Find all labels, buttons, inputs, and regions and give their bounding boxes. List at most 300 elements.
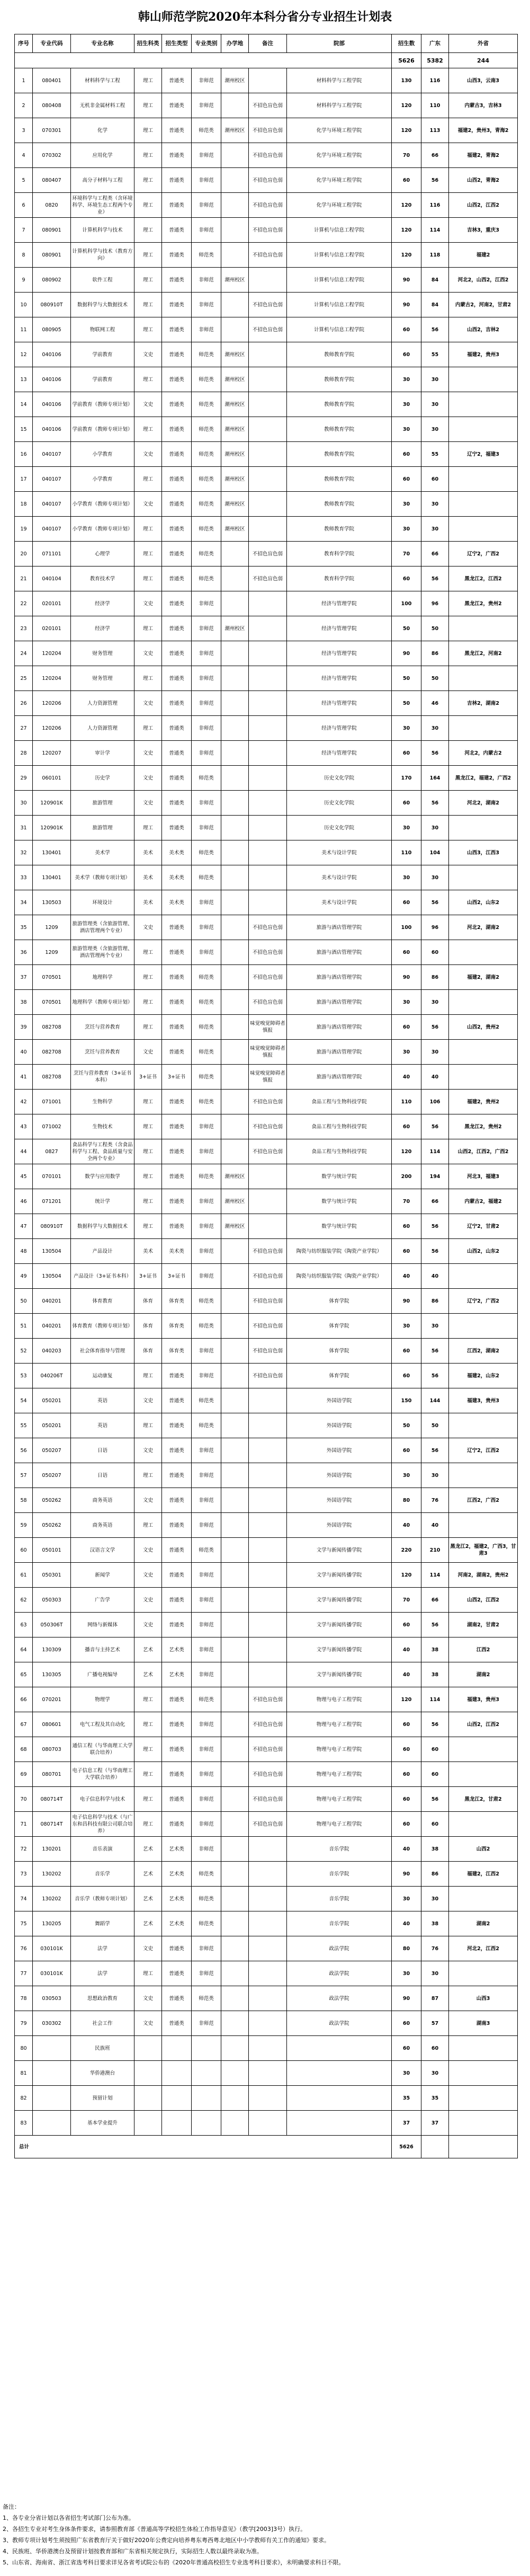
- row-campus: [221, 1114, 249, 1139]
- row-kind: 非师范: [192, 915, 221, 940]
- row-campus: [221, 1812, 249, 1837]
- row-campus: [221, 193, 249, 218]
- row-guangdong: 86: [421, 1289, 449, 1314]
- row-total: 30: [392, 517, 421, 542]
- row-category: 理工: [134, 1164, 162, 1189]
- row-campus: [221, 766, 249, 791]
- row-outside: 福建2，山东2: [449, 1364, 518, 1388]
- row-name: 高分子材料与工程: [71, 168, 134, 193]
- row-category: 体育: [134, 1339, 162, 1364]
- row-no: 11: [15, 317, 33, 342]
- row-outside: 山西3，江西3: [449, 840, 518, 865]
- row-dept: 政法学院: [287, 1961, 392, 1986]
- row-outside: 福建2，贵州3，青海2: [449, 118, 518, 143]
- table-row: [15, 1513, 518, 1538]
- row-type: 普通类: [162, 467, 192, 492]
- table-row: [15, 392, 518, 417]
- row-kind: 师范类: [192, 766, 221, 791]
- row-note: [249, 1887, 287, 1911]
- row-guangdong: 30: [421, 865, 449, 890]
- row-category: 理工: [134, 666, 162, 691]
- row-name: 心理学: [71, 542, 134, 566]
- row-type: 普通类: [162, 293, 192, 317]
- row-campus: 潮州校区: [221, 367, 249, 392]
- row-campus: [221, 990, 249, 1015]
- row-code: 0820: [33, 193, 71, 218]
- row-name: 小学教育（教师专项计划）: [71, 517, 134, 542]
- row-campus: 潮州校区: [221, 118, 249, 143]
- row-no: 36: [15, 940, 33, 965]
- sum-total: 5626: [392, 2136, 421, 2158]
- row-outside: 河北2，内蒙古2: [449, 741, 518, 766]
- row-note: [249, 1538, 287, 1563]
- row-category: 理工: [134, 1737, 162, 1762]
- row-type: 普通类: [162, 268, 192, 293]
- row-dept: 物理与电子工程学院: [287, 1737, 392, 1762]
- row-total: 80: [392, 1936, 421, 1961]
- row-outside: 山西2，贵州2: [449, 1015, 518, 1040]
- row-note: 不招色盲色弱: [249, 243, 287, 268]
- row-name: 学前教育: [71, 342, 134, 367]
- row-no: 43: [15, 1114, 33, 1139]
- row-category: 美术: [134, 890, 162, 915]
- row-type: 普通类: [162, 1563, 192, 1588]
- row-no: 70: [15, 1787, 33, 1812]
- row-kind: 非师范: [192, 1139, 221, 1164]
- row-note: 味觉嗅觉障碍者慎报: [249, 1040, 287, 1065]
- table-row: [15, 1388, 518, 1413]
- row-note: [249, 865, 287, 890]
- row-note: 不招色盲色弱: [249, 143, 287, 168]
- row-code: 080901: [33, 243, 71, 268]
- row-type: 普通类: [162, 417, 192, 442]
- row-dept: 旅游与酒店管理学院: [287, 1065, 392, 1090]
- row-type: 普通类: [162, 766, 192, 791]
- row-guangdong: 56: [421, 1239, 449, 1264]
- row-no: 7: [15, 218, 33, 243]
- row-outside: [449, 616, 518, 641]
- row-name: 地理科学: [71, 965, 134, 990]
- row-total: 60: [392, 1114, 421, 1139]
- row-code: 050201: [33, 1413, 71, 1438]
- row-code: 071002: [33, 1114, 71, 1139]
- row-category: 文史: [134, 392, 162, 417]
- row-guangdong: 56: [421, 1613, 449, 1637]
- row-dept: 旅游与酒店管理学院: [287, 1040, 392, 1065]
- row-dept: 材料科学与工程学院: [287, 68, 392, 93]
- row-type: 普通类: [162, 118, 192, 143]
- row-name: 舞蹈学: [71, 1911, 134, 1936]
- row-guangdong: 30: [421, 367, 449, 392]
- row-outside: 辽宁2，甘肃2: [449, 1214, 518, 1239]
- row-type: 普通类: [162, 1538, 192, 1563]
- table-row: [15, 1364, 518, 1388]
- row-kind: 师范类: [192, 1065, 221, 1090]
- row-kind: 师范类: [192, 467, 221, 492]
- table-row: [15, 218, 518, 243]
- table-row: [15, 1712, 518, 1737]
- row-total: 90: [392, 1289, 421, 1314]
- row-campus: [221, 1613, 249, 1637]
- row-code: 040107: [33, 517, 71, 542]
- row-type: 普通类: [162, 168, 192, 193]
- row-note: 不招色盲色弱: [249, 1139, 287, 1164]
- row-type: 普通类: [162, 243, 192, 268]
- row-code: 080902: [33, 268, 71, 293]
- row-category: 文史: [134, 1936, 162, 1961]
- row-category: 理工: [134, 1762, 162, 1787]
- row-dept: 经济与管理学院: [287, 716, 392, 741]
- page-title: 韩山师范学院2020年本科分省分专业招生计划表: [138, 10, 392, 24]
- row-no: 37: [15, 965, 33, 990]
- row-category: 美术: [134, 865, 162, 890]
- row-type: 普通类: [162, 791, 192, 816]
- row-total: 30: [392, 1961, 421, 1986]
- row-campus: 潮州校区: [221, 268, 249, 293]
- table-row: [15, 367, 518, 392]
- row-guangdong: 30: [421, 816, 449, 840]
- row-category: 理工: [134, 1687, 162, 1712]
- row-note: 不招色盲色弱: [249, 168, 287, 193]
- row-code: 080401: [33, 68, 71, 93]
- table-body: [15, 68, 518, 2136]
- row-note: [249, 1513, 287, 1538]
- row-no: 40: [15, 1040, 33, 1065]
- row-outside: 江西2: [449, 1637, 518, 1662]
- row-name: 计算机科学与技术: [71, 218, 134, 243]
- row-kind: 师范类: [192, 1388, 221, 1413]
- row-campus: [221, 2086, 249, 2111]
- row-dept: 物理与电子工程学院: [287, 1687, 392, 1712]
- row-type: [162, 2111, 192, 2136]
- row-note: [249, 392, 287, 417]
- row-dept: 经济与管理学院: [287, 666, 392, 691]
- table-row: [15, 2086, 518, 2111]
- row-kind: 非师范: [192, 1339, 221, 1364]
- row-campus: [221, 1936, 249, 1961]
- row-note: 不招色盲色弱: [249, 1762, 287, 1787]
- row-type: 普通类: [162, 1513, 192, 1538]
- table-row: [15, 1090, 518, 1114]
- row-dept: 化学与环境工程学院: [287, 118, 392, 143]
- row-guangdong: 30: [421, 517, 449, 542]
- row-outside: 福建3，贵州3: [449, 1388, 518, 1413]
- row-no: 8: [15, 243, 33, 268]
- row-no: 81: [15, 2061, 33, 2086]
- row-total: 90: [392, 293, 421, 317]
- row-dept: 体育学院: [287, 1314, 392, 1339]
- row-dept: 美术与设计学院: [287, 890, 392, 915]
- row-type: 普通类: [162, 641, 192, 666]
- row-no: 57: [15, 1463, 33, 1488]
- row-total: 40: [392, 1662, 421, 1687]
- table-row: [15, 716, 518, 741]
- row-campus: [221, 691, 249, 716]
- row-code: 120204: [33, 666, 71, 691]
- row-outside: [449, 2061, 518, 2086]
- row-code: 040107: [33, 492, 71, 517]
- row-outside: [449, 1762, 518, 1787]
- row-total: 30: [392, 367, 421, 392]
- row-category: 理工: [134, 1463, 162, 1488]
- table-row: [15, 1264, 518, 1289]
- row-code: [33, 2036, 71, 2061]
- table-row: [15, 1488, 518, 1513]
- row-campus: 潮州校区: [221, 68, 249, 93]
- row-name: 化学: [71, 118, 134, 143]
- row-note: 不招色盲色弱: [249, 93, 287, 118]
- row-kind: 非师范: [192, 93, 221, 118]
- row-guangdong: 110: [421, 93, 449, 118]
- totals-outside: 244: [449, 53, 518, 68]
- row-outside: [449, 492, 518, 517]
- table-row: [15, 293, 518, 317]
- row-category: 文史: [134, 2011, 162, 2036]
- row-campus: [221, 1438, 249, 1463]
- table-row: [15, 1413, 518, 1438]
- row-dept: 物理与电子工程学院: [287, 1712, 392, 1737]
- row-dept: 计算机与信息工程学院: [287, 268, 392, 293]
- row-kind: 非师范: [192, 68, 221, 93]
- row-guangdong: 194: [421, 1164, 449, 1189]
- row-guangdong: 84: [421, 268, 449, 293]
- row-outside: 湖南2，甘肃2: [449, 1613, 518, 1637]
- row-note: [249, 1563, 287, 1588]
- row-dept: 数学与统计学院: [287, 1164, 392, 1189]
- row-note: [249, 1438, 287, 1463]
- row-category: 理工: [134, 367, 162, 392]
- row-name: 商务英语: [71, 1513, 134, 1538]
- row-code: 030302: [33, 2011, 71, 2036]
- row-dept: 物理与电子工程学院: [287, 1812, 392, 1837]
- row-code: 071201: [33, 1189, 71, 1214]
- row-code: [33, 2061, 71, 2086]
- row-guangdong: 30: [421, 716, 449, 741]
- row-category: 艺术: [134, 1887, 162, 1911]
- row-no: 46: [15, 1189, 33, 1214]
- row-campus: [221, 1264, 249, 1289]
- row-guangdong: 50: [421, 1413, 449, 1438]
- row-note: [249, 1388, 287, 1413]
- row-name: 运动康复: [71, 1364, 134, 1388]
- table-row: [15, 766, 518, 791]
- row-no: 29: [15, 766, 33, 791]
- row-total: 70: [392, 542, 421, 566]
- row-total: 50: [392, 1413, 421, 1438]
- row-note: [249, 791, 287, 816]
- row-dept: 经济与管理学院: [287, 641, 392, 666]
- row-no: 49: [15, 1264, 33, 1289]
- row-guangdong: 56: [421, 1339, 449, 1364]
- row-campus: [221, 591, 249, 616]
- row-note: 不招色盲色弱: [249, 1787, 287, 1812]
- row-note: 不招色盲色弱: [249, 1090, 287, 1114]
- table-row: [15, 317, 518, 342]
- row-guangdong: 118: [421, 243, 449, 268]
- row-guangdong: 60: [421, 1812, 449, 1837]
- row-category: 理工: [134, 293, 162, 317]
- row-campus: [221, 1040, 249, 1065]
- row-guangdong: 56: [421, 1114, 449, 1139]
- row-campus: [221, 1463, 249, 1488]
- row-no: 82: [15, 2086, 33, 2111]
- row-guangdong: 86: [421, 641, 449, 666]
- row-total: 60: [392, 1737, 421, 1762]
- row-total: 60: [392, 1364, 421, 1388]
- table-row: [15, 1314, 518, 1339]
- row-category: 理工: [134, 467, 162, 492]
- row-code: 070101: [33, 1164, 71, 1189]
- row-guangdong: 40: [421, 1513, 449, 1538]
- row-kind: 师范类: [192, 442, 221, 467]
- table-row: [15, 965, 518, 990]
- row-kind: 非师范: [192, 2011, 221, 2036]
- row-name: 产品设计（3+证书本科）: [71, 1264, 134, 1289]
- row-name: 法学: [71, 1961, 134, 1986]
- row-no: 80: [15, 2036, 33, 2061]
- row-kind: 师范类: [192, 1090, 221, 1114]
- row-code: 080703: [33, 1737, 71, 1762]
- row-name: 体育教育: [71, 1289, 134, 1314]
- table-row: [15, 1139, 518, 1164]
- row-total: 60: [392, 791, 421, 816]
- row-name: 音乐表演: [71, 1837, 134, 1862]
- row-kind: 师范类: [192, 1687, 221, 1712]
- row-guangdong: 50: [421, 666, 449, 691]
- row-total: 60: [392, 1214, 421, 1239]
- row-type: 普通类: [162, 1214, 192, 1239]
- row-guangdong: 35: [421, 2086, 449, 2111]
- row-outside: [449, 1040, 518, 1065]
- row-kind: 师范类: [192, 1164, 221, 1189]
- row-note: 味觉嗅觉障碍者慎报: [249, 1015, 287, 1040]
- row-category: 文史: [134, 1613, 162, 1637]
- row-name: 人力资源管理: [71, 691, 134, 716]
- row-type: [162, 2061, 192, 2086]
- row-kind: 非师范: [192, 641, 221, 666]
- row-type: 普通类: [162, 1364, 192, 1388]
- row-category: 艺术: [134, 1837, 162, 1862]
- row-type: 普通类: [162, 1936, 192, 1961]
- row-note: [249, 442, 287, 467]
- row-total: 60: [392, 467, 421, 492]
- table-row: [15, 243, 518, 268]
- row-type: 普通类: [162, 1488, 192, 1513]
- row-type: 普通类: [162, 816, 192, 840]
- row-code: 130309: [33, 1637, 71, 1662]
- row-no: 25: [15, 666, 33, 691]
- row-outside: [449, 1737, 518, 1762]
- row-code: 120901K: [33, 816, 71, 840]
- row-note: [249, 1463, 287, 1488]
- row-outside: 黑龙江2，福建2，广西2: [449, 766, 518, 791]
- row-outside: 福建2，江西2: [449, 1862, 518, 1887]
- row-name: 商务英语: [71, 1488, 134, 1513]
- note-line: 4、民族班、华侨港澳台及预留计划按教育部和广东省相关规定执行，实际招生人数以最终录取为准。: [3, 2548, 263, 2555]
- table-row: [15, 1114, 518, 1139]
- row-outside: 河南2，湖南2，贵州2: [449, 1563, 518, 1588]
- header-total: 招生数: [392, 34, 421, 53]
- row-no: 41: [15, 1065, 33, 1090]
- row-kind: 师范类: [192, 118, 221, 143]
- row-note: [249, 1961, 287, 1986]
- row-code: 130401: [33, 865, 71, 890]
- row-guangdong: 66: [421, 1588, 449, 1613]
- row-outside: [449, 1513, 518, 1538]
- table-row: [15, 1289, 518, 1314]
- row-type: 普通类: [162, 1687, 192, 1712]
- row-campus: [221, 1139, 249, 1164]
- row-code: 040203: [33, 1339, 71, 1364]
- row-category: [134, 2111, 162, 2136]
- row-dept: 经济与管理学院: [287, 616, 392, 641]
- row-category: 文史: [134, 1588, 162, 1613]
- row-guangdong: 56: [421, 791, 449, 816]
- row-note: [249, 492, 287, 517]
- row-campus: [221, 143, 249, 168]
- row-name: 物联网工程: [71, 317, 134, 342]
- row-code: 071101: [33, 542, 71, 566]
- row-guangdong: 60: [421, 1762, 449, 1787]
- row-note: 不招色盲色弱: [249, 1364, 287, 1388]
- row-dept: 陶瓷与纺织服装学院（陶瓷产业学院）: [287, 1264, 392, 1289]
- row-dept: 经济与管理学院: [287, 591, 392, 616]
- row-campus: 潮州校区: [221, 616, 249, 641]
- table-row: [15, 666, 518, 691]
- row-dept: 文学与新闻传播学院: [287, 1588, 392, 1613]
- header-kind: 专业类别: [192, 34, 221, 53]
- row-outside: [449, 2111, 518, 2136]
- row-category: 理工: [134, 243, 162, 268]
- row-kind: 师范类: [192, 392, 221, 417]
- row-dept: 计算机与信息工程学院: [287, 317, 392, 342]
- row-no: 75: [15, 1911, 33, 1936]
- row-type: 体育类: [162, 1339, 192, 1364]
- row-type: 普通类: [162, 566, 192, 591]
- row-dept: 教师教育学院: [287, 442, 392, 467]
- row-category: 文史: [134, 766, 162, 791]
- row-dept: 食品工程与生物科技学院: [287, 1114, 392, 1139]
- row-kind: 非师范: [192, 1488, 221, 1513]
- row-guangdong: 56: [421, 168, 449, 193]
- row-name: 旅游管理类（含旅游管理、酒店管理两个专业）: [71, 915, 134, 940]
- row-dept: 体育学院: [287, 1364, 392, 1388]
- row-code: 050262: [33, 1513, 71, 1538]
- row-category: 理工: [134, 268, 162, 293]
- table-row: [15, 1339, 518, 1364]
- row-category: 3+证书: [134, 1264, 162, 1289]
- row-total: 40: [392, 1264, 421, 1289]
- row-campus: [221, 168, 249, 193]
- table-row: [15, 1812, 518, 1837]
- row-campus: 潮州校区: [221, 467, 249, 492]
- row-dept: 音乐学院: [287, 1887, 392, 1911]
- table-row: [15, 1563, 518, 1588]
- row-type: [162, 2036, 192, 2061]
- row-kind: 师范类: [192, 517, 221, 542]
- row-campus: [221, 1289, 249, 1314]
- row-kind: 非师范: [192, 1762, 221, 1787]
- row-code: 080905: [33, 317, 71, 342]
- row-dept: 化学与环境工程学院: [287, 168, 392, 193]
- row-dept: 物理与电子工程学院: [287, 1762, 392, 1787]
- header-dept: 院部: [287, 34, 392, 53]
- row-campus: [221, 915, 249, 940]
- row-kind: 非师范: [192, 1637, 221, 1662]
- row-dept: 文学与新闻传播学院: [287, 1538, 392, 1563]
- row-campus: [221, 1887, 249, 1911]
- row-category: 理工: [134, 193, 162, 218]
